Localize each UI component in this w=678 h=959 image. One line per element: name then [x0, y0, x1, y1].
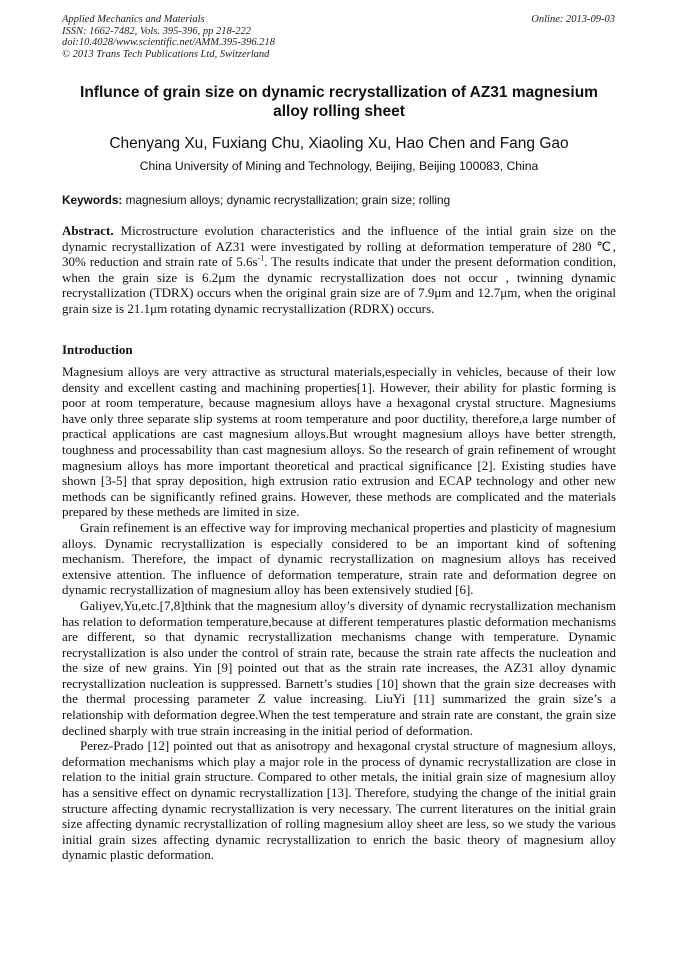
journal-name: Applied Mechanics and Materials [62, 14, 205, 25]
abstract-superscript: -1 [257, 253, 265, 263]
abstract-text: Microstructure evolution characteristics and the influence of the intial grain size on the dynamic recrystallization of AZ31 were investigated by rolling at deformation temperature of 280 ℃, 30% reduction and strain rate of 5.6s [62, 223, 617, 270]
abstract [62, 223, 616, 317]
keywords-text: magnesium alloys; dynamic recrystallization; grain size; rolling [125, 193, 451, 207]
paragraph: Magnesium alloys are very attractive as structural materials,especially in vehicles, because of their low density and excellent casting and machining properties[1]. However, their ability for plastic forming is poor at room temperature, because magnesium alloys have a hexagonal crystal structure. Magnesiums have only three separate slip systems at room temperature and poor ductility, therefore,a large number of practical applications are cast magnesium alloys.But wrought magnesium alloys have better strength, toughness and processability than cast magnesium alloys. So the research of grain refinement of wrought magnesium alloys has more important theoretical and practical significance [2]. Existing studies have shown [3-5] that spray deposition, high extrusion ratio extrusion and ECAP technology and other new methods can be significantly refined grains. However, these methods are complicated and the materials prepared by these metheds are limited in size. [62, 364, 616, 520]
paragraph: Grain refinement is an effective way for improving mechanical properties and plasticity of magnesium alloys. Dynamic recrystallization is especially considered to be an important kind of softening mechanism. Therefore, the impact of dynamic recrystallization on magnesium alloys has received extensive attention. The influence of deformation temperature, strain rate and deformation degree on dynamic recrystallization of magnesium alloy has been extensively studied [6]. [62, 519, 616, 598]
paper-title: Influnce of grain size on dynamic recrystallization of AZ31 magnesium alloy rolling sheet [80, 84, 598, 120]
keywords-label: Keywords: [62, 193, 123, 207]
abstract-text-cont: . The results indicate that under the present deformation condition, when the grain size is 6.2μm the dynamic recrystallization does not occur , twinning dynamic recrystallization (TDRX) occurs when the original grain size are of 7.9μm and 12.7μm, when the original grain size is 21.1μm rotating dynamic recrystallization (RDRX) occurs. [62, 254, 616, 316]
online-date: Online: 2013-09-03 [531, 14, 615, 25]
journal-doi: doi:10.4028/www.scientific.net/AMM.395-396.218 [62, 37, 275, 49]
paragraph: Perez-Prado [12] pointed out that as anisotropy and hexagonal crystal structure of magnesium alloys, deformation mechanisms which play a major role in the process of dynamic recrystallization are close in relation to the initial grain structure. Compared to other metals, the initial grain size of magnesium alloy has a sensitive effect on dynamic recrystallization [13]. Therefore, studying the change of the initial grain structure affecting dynamic recrystallization is very necessary. The current literatures on the initial grain size affecting dynamic recrystallization of rolling magnesium alloy sheet are less, so we study the various initial grain sizes affecting dynamic recrystallization to enrich the basic theory of magnesium alloy dynamic plastic deformation. [62, 738, 616, 863]
journal-copyright: © 2013 Trans Tech Publications Ltd, Switzerland [62, 48, 270, 60]
journal-header [62, 14, 615, 60]
journal-issn: ISSN: 1662-7482, Vols. 395-396, pp 218-222 [62, 25, 251, 37]
keywords [62, 193, 616, 208]
affiliation: China University of Mining and Technology, Beijing, Beijing 100083, China [139, 159, 539, 173]
author-list: Chenyang Xu, Fuxiang Chu, Xiaoling Xu, Hao Chen and Fang Gao [109, 135, 569, 152]
section-heading-introduction: Introduction [62, 342, 133, 357]
introduction-body [62, 364, 616, 863]
abstract-label: Abstract. [62, 223, 114, 238]
paragraph: Galiyev,Yu,etc.[7,8]think that the magnesium alloy’s diversity of dynamic recrystallization mechanism has relation to deformation temperature,because at different temperatures plastic deformation mechanisms are different, so that dynamic recrystallization mechanisms change with temperature. Dynamic recrystallization is also under the control of strain rate, because the strain rate affects the nucleation and the size of new grains. Yin [9] pointed out that as the strain rate increases, the AZ31 alloy dynamic recrystallization nucleation is suppressed. Barnett’s studies [10] shown that the grain size decreases with the thermal processing parameter Z value increasing. LiuYi [11] summarized the grain size’s a relationship with deformation degree.When the test temperature and strain rate are constant, the grain size declined sharply with true strain increasing in the initial period of deformation. [62, 597, 616, 738]
